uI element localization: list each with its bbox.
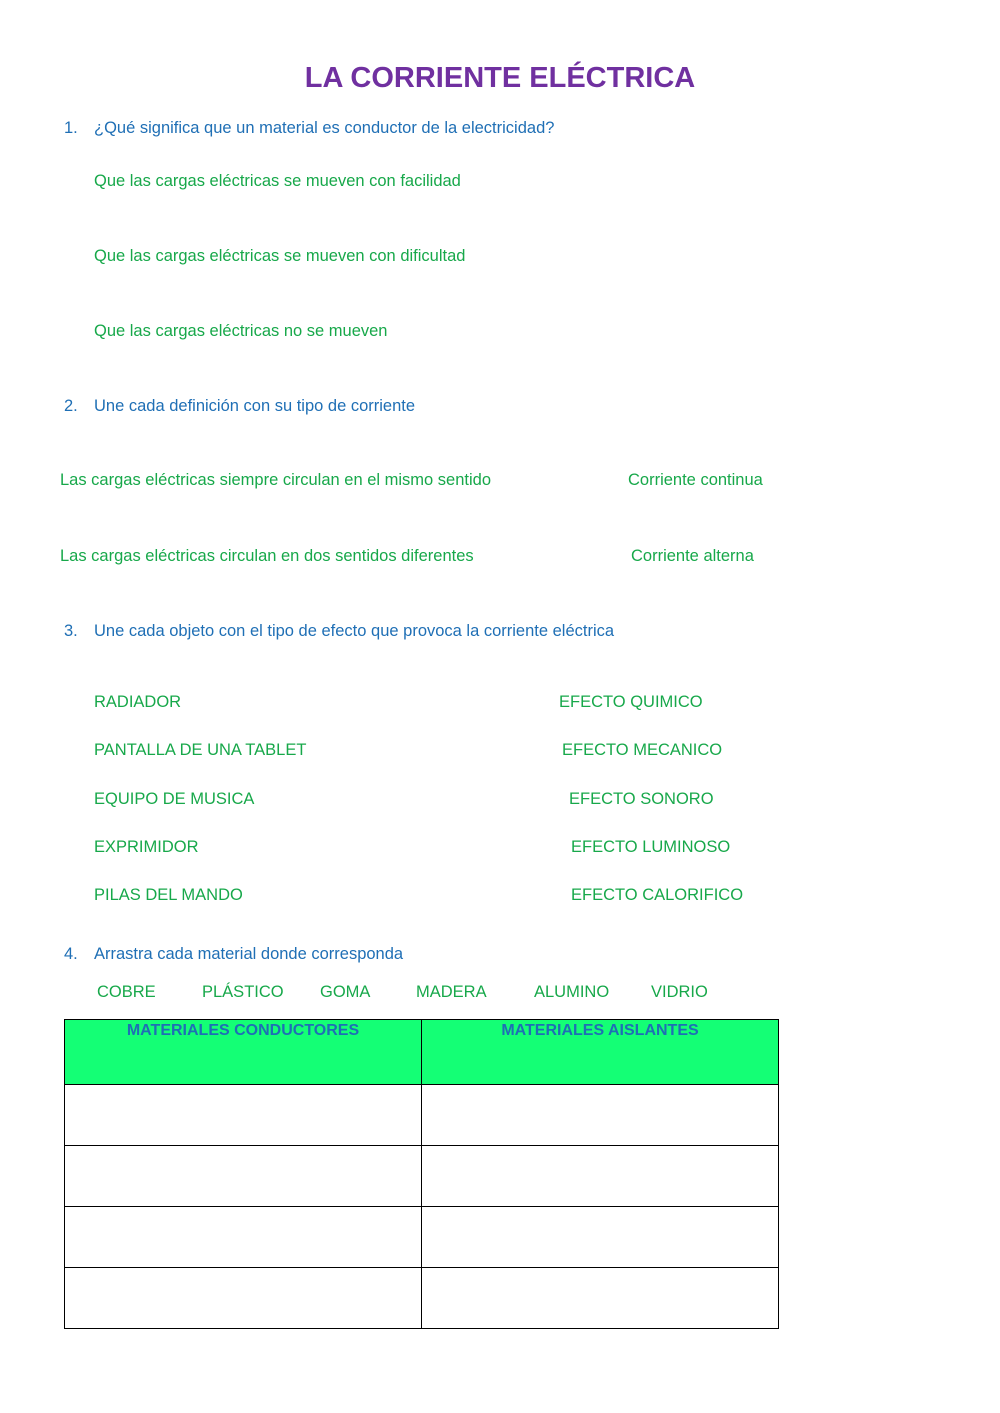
question-number: 4. [64, 945, 78, 963]
answer-option[interactable]: Que las cargas eléctricas se mueven con dificultad [94, 247, 466, 265]
conductors-header: MATERIALES CONDUCTORES [65, 1020, 422, 1085]
current-type-item[interactable]: Corriente continua [628, 471, 763, 489]
conductor-drop-slot[interactable] [65, 1207, 422, 1268]
current-type-item[interactable]: Corriente alterna [631, 547, 754, 565]
answer-option[interactable]: Que las cargas eléctricas no se mueven [94, 322, 388, 340]
insulator-drop-slot[interactable] [422, 1207, 779, 1268]
table-row [65, 1085, 779, 1146]
insulator-drop-slot[interactable] [422, 1146, 779, 1207]
insulator-drop-slot[interactable] [422, 1085, 779, 1146]
table-row [65, 1207, 779, 1268]
material-chip[interactable]: VIDRIO [651, 983, 708, 1001]
question-4 [64, 945, 403, 964]
definition-item[interactable]: Las cargas eléctricas circulan en dos sentidos diferentes [60, 547, 474, 565]
question-text: ¿Qué significa que un material es conductor de la electricidad? [94, 119, 555, 137]
object-item[interactable]: PILAS DEL MANDO [94, 886, 243, 904]
question-text: Une cada objeto con el tipo de efecto que provoca la corriente eléctrica [94, 622, 615, 640]
question-text: Une cada definición con su tipo de corriente [94, 397, 416, 415]
effect-item[interactable]: EFECTO SONORO [569, 790, 714, 808]
conductor-drop-slot[interactable] [65, 1146, 422, 1207]
object-item[interactable]: PANTALLA DE UNA TABLET [94, 741, 307, 759]
answer-option[interactable]: Que las cargas eléctricas se mueven con facilidad [94, 172, 461, 190]
object-item[interactable]: RADIADOR [94, 693, 182, 711]
material-chip[interactable]: ALUMINO [534, 983, 610, 1001]
effect-item[interactable]: EFECTO MECANICO [562, 741, 723, 759]
insulators-header: MATERIALES AISLANTES [422, 1020, 779, 1085]
question-number: 3. [64, 622, 78, 640]
object-item[interactable]: EXPRIMIDOR [94, 838, 199, 856]
page-title: LA CORRIENTE ELÉCTRICA [304, 62, 696, 94]
table-header-row [65, 1020, 779, 1085]
material-chip[interactable]: GOMA [320, 983, 371, 1001]
question-2 [64, 397, 415, 416]
question-3 [64, 622, 614, 641]
effect-item[interactable]: EFECTO QUIMICO [559, 693, 703, 711]
table-row [65, 1146, 779, 1207]
effect-item[interactable]: EFECTO LUMINOSO [571, 838, 731, 856]
material-chip[interactable]: MADERA [416, 983, 487, 1001]
material-chip[interactable]: PLÁSTICO [202, 983, 284, 1001]
question-number: 1. [64, 119, 78, 137]
object-item[interactable]: EQUIPO DE MUSICA [94, 790, 255, 808]
effect-item[interactable]: EFECTO CALORIFICO [571, 886, 744, 904]
conductor-drop-slot[interactable] [65, 1268, 422, 1329]
table-row [65, 1268, 779, 1329]
insulator-drop-slot[interactable] [422, 1268, 779, 1329]
materials-table [64, 1019, 779, 1329]
definition-item[interactable]: Las cargas eléctricas siempre circulan en el mismo sentido [60, 471, 492, 489]
question-1 [64, 119, 554, 138]
material-chip[interactable]: COBRE [97, 983, 156, 1001]
question-text: Arrastra cada material donde corresponda [94, 945, 404, 963]
conductor-drop-slot[interactable] [65, 1085, 422, 1146]
question-number: 2. [64, 397, 78, 415]
